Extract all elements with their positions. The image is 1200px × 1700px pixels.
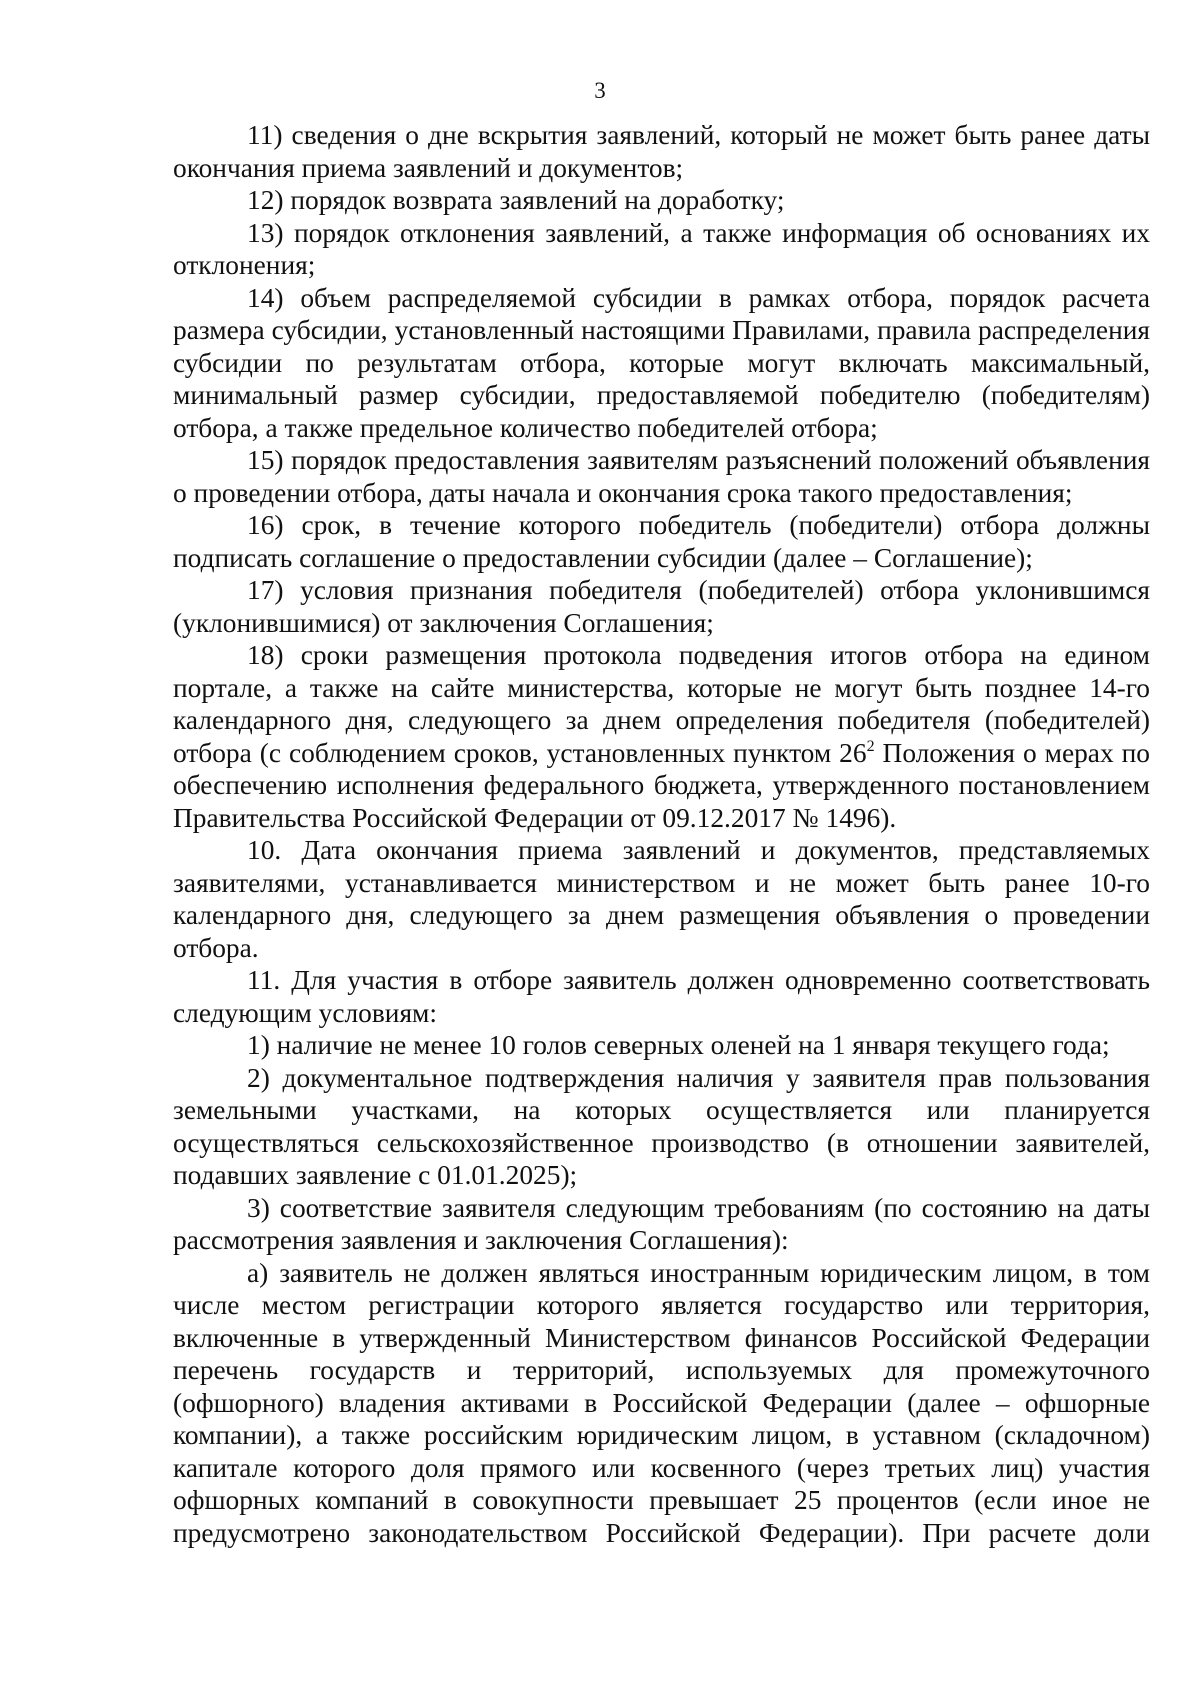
document-body	[173, 119, 1150, 1549]
paragraph-requirement-a: а) заявитель не должен являться иностранным юридическим лицом, в том числе местом регистрации которого является государство или территория, включенные в утвержденный Министерством финансов Российской Федерации перечень государств и территорий, используемых для промежуточного (офшорного) владения активами в Российской Федерации (далее – офшорные компании), а также российским юридическим лицом, в уставном (складочном) капитале которого доля прямого или косвенного (через третьих лиц) участия офшорных компаний в совокупности превышает 25 процентов (если иное не предусмотрено законодательством Российской Федерации). При расчете доли	[173, 1257, 1150, 1548]
paragraph-item-14: 14) объем распределяемой субсидии в рамках отбора, порядок расчета размера субсидии, установленный настоящими Правилами, правила распределения субсидии по результатам отбора, которые могут включать максимальный, минимальный размер субсидии, предоставляемой победителю (победителям) отбора, а также предельное количество победителей отбора;	[173, 282, 1150, 443]
paragraph-item-15: 15) порядок предоставления заявителям разъяснений положений объявления о проведении отбора, даты начала и окончания срока такого предоставления;	[173, 445, 1150, 508]
paragraph-item-11: 11) сведения о дне вскрытия заявлений, который не может быть ранее даты окончания приема заявлений и документов;	[173, 120, 1150, 183]
paragraph-condition-3: 3) соответствие заявителя следующим требованиям (по состоянию на даты рассмотрения заявления и заключения Соглашения):	[173, 1192, 1150, 1255]
paragraph-item-18-superscript	[867, 738, 875, 768]
paragraph-section-10: 10. Дата окончания приема заявлений и документов, представляемых заявителями, устанавливается министерством и не может быть ранее 10-го календарного дня, следующего за днем размещения объявления о проведении отбора.	[173, 835, 1150, 963]
paragraph-item-18-text-after: Положения о мерах по обеспечению исполнения федерального бюджета, утвержденного постановлением Правительства Российской Федерации от 09.12.2017 № 1496).	[173, 737, 1150, 833]
superscript-2: 2	[866, 737, 875, 755]
paragraph-condition-1: 1) наличие не менее 10 голов северных оленей на 1 января текущего года;	[247, 1030, 1110, 1060]
paragraph-item-12: 12) порядок возврата заявлений на доработку;	[247, 185, 785, 215]
paragraph-item-13: 13) порядок отклонения заявлений, а также информация об основаниях их отклонения;	[173, 217, 1150, 280]
paragraph-item-17: 17) условия признания победителя (победителей) отбора уклонившимся (уклонившимися) от заключения Соглашения;	[173, 575, 1150, 638]
paragraph-item-18	[173, 639, 1150, 834]
paragraph-item-16: 16) срок, в течение которого победитель (победители) отбора должны подписать соглашение о предоставлении субсидии (далее – Соглашение);	[173, 510, 1150, 573]
paragraph-item-18-text-before: 18) сроки размещения протокола подведения итогов отбора на едином портале, а также на сайте министерства, которые не могут быть позднее 14-го календарного дня, следующего за днем определения победителя (победителей) отбора (с соблюдением сроков, установленных пунктом 26	[173, 640, 1150, 768]
paragraph-condition-2: 2) документальное подтверждения наличия у заявителя прав пользования земельными участками, на которых осуществляется или планируется осуществляться сельскохозяйственное производство (в отношении заявителей, подавших заявление с 01.01.2025);	[173, 1062, 1150, 1190]
page-number: 3	[594, 78, 606, 103]
paragraph-section-11: 11. Для участия в отборе заявитель должен одновременно соответствовать следующим условиям:	[173, 965, 1150, 1028]
